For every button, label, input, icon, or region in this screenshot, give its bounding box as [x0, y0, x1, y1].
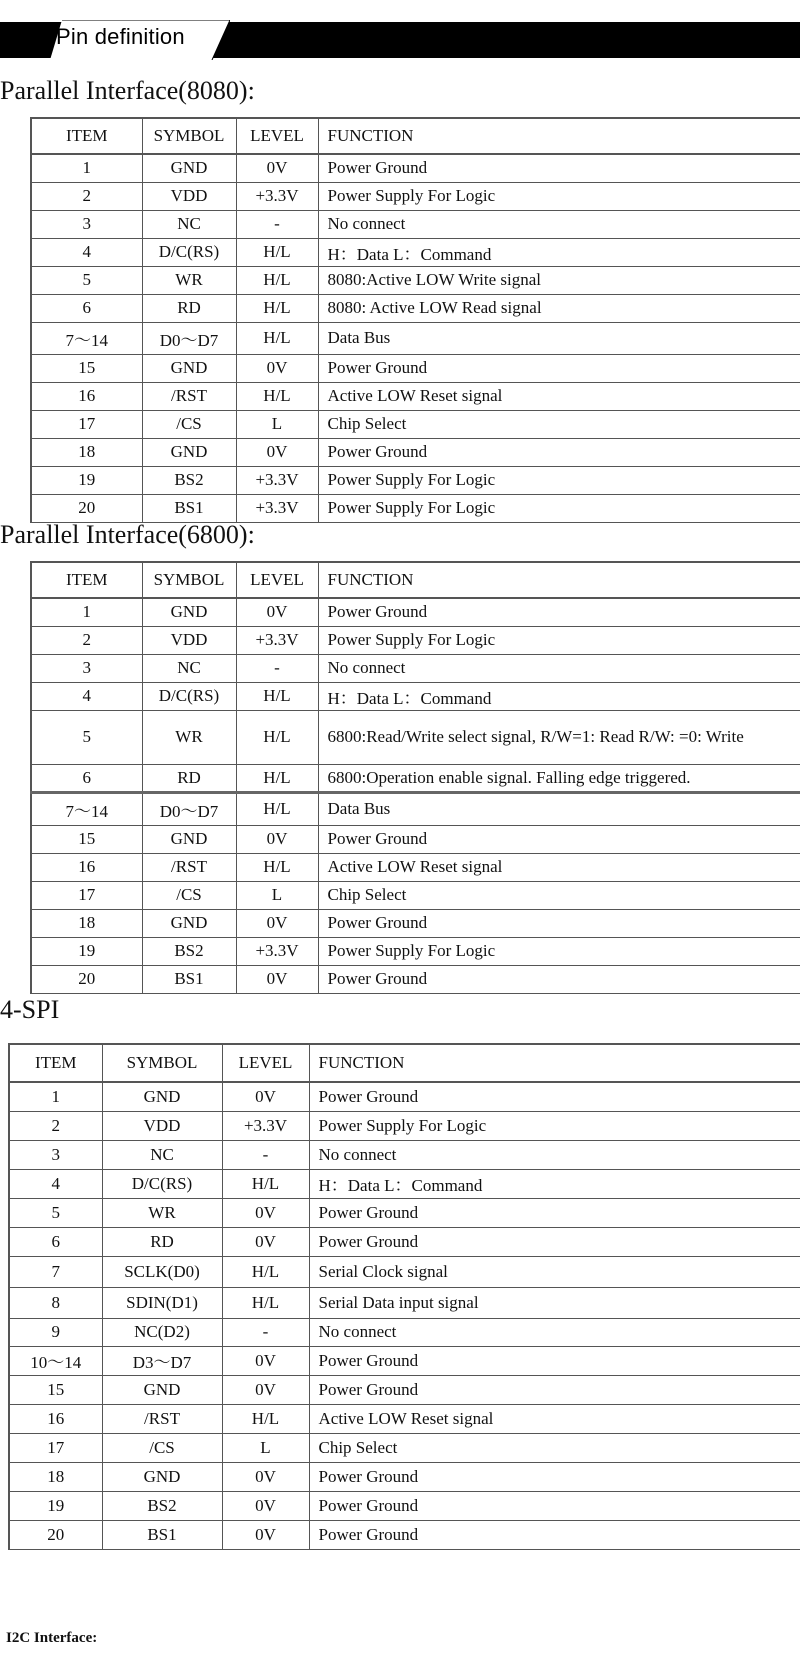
item-cell: 2	[9, 1111, 102, 1140]
column-header-level: LEVEL	[222, 1044, 309, 1082]
function-cell: Power Ground	[309, 1198, 800, 1227]
column-header-item: ITEM	[9, 1044, 102, 1082]
table-row	[31, 382, 800, 410]
function-cell: Power Supply For Logic	[318, 466, 800, 494]
level-cell: 0V	[222, 1520, 309, 1549]
level-cell: 0V	[236, 354, 318, 382]
table-row	[31, 154, 800, 182]
column-header-function: FUNCTION	[318, 562, 800, 598]
table-row	[9, 1287, 800, 1318]
column-header-symbol: SYMBOL	[142, 562, 236, 598]
symbol-cell: D0～D7	[142, 322, 236, 354]
table-row	[31, 654, 800, 682]
function-cell: H：Data L：Command	[318, 238, 800, 266]
function-cell: Power Supply For Logic	[309, 1111, 800, 1140]
table-row	[31, 294, 800, 322]
symbol-cell: SCLK(D0)	[102, 1256, 222, 1287]
symbol-cell: BS1	[142, 494, 236, 522]
function-cell: Power Ground	[318, 438, 800, 466]
symbol-cell: GND	[102, 1375, 222, 1404]
symbol-cell: GND	[142, 154, 236, 182]
item-cell: 4	[31, 238, 142, 266]
table-row	[31, 598, 800, 626]
function-cell: Chip Select	[318, 881, 800, 909]
item-cell: 16	[9, 1404, 102, 1433]
symbol-cell: GND	[102, 1462, 222, 1491]
symbol-cell: BS2	[142, 937, 236, 965]
table-row	[31, 626, 800, 654]
item-cell: 5	[31, 710, 142, 764]
level-cell: +3.3V	[236, 494, 318, 522]
column-header-symbol: SYMBOL	[102, 1044, 222, 1082]
function-cell-text: 6800:Read/Write select signal, R/W=1: Read R/W: =0: Write	[327, 727, 744, 746]
level-cell: 0V	[222, 1227, 309, 1256]
table-header-row	[9, 1044, 800, 1082]
level-cell: 0V	[236, 598, 318, 626]
function-cell: Power Ground	[309, 1462, 800, 1491]
function-cell: Serial Clock signal	[309, 1256, 800, 1287]
column-header-function: FUNCTION	[309, 1044, 800, 1082]
item-cell: 19	[31, 466, 142, 494]
symbol-cell: NC	[142, 654, 236, 682]
table-row	[31, 266, 800, 294]
item-cell: 1	[9, 1082, 102, 1111]
level-cell: +3.3V	[236, 466, 318, 494]
item-cell: 19	[9, 1491, 102, 1520]
level-cell: L	[236, 410, 318, 438]
table-row	[9, 1346, 800, 1375]
symbol-cell: D/C(RS)	[142, 238, 236, 266]
level-cell: H/L	[222, 1404, 309, 1433]
table-row	[31, 438, 800, 466]
symbol-cell: BS1	[142, 965, 236, 993]
table-row	[9, 1404, 800, 1433]
table-row	[31, 881, 800, 909]
symbol-cell: VDD	[102, 1111, 222, 1140]
symbol-cell: D3～D7	[102, 1346, 222, 1375]
item-cell: 15	[31, 354, 142, 382]
page-title: Pin definition	[56, 24, 185, 49]
item-cell: 2	[31, 182, 142, 210]
item-cell: 4	[9, 1169, 102, 1198]
section-title-8080: Parallel Interface(8080):	[0, 76, 255, 105]
symbol-cell: BS1	[102, 1520, 222, 1549]
table-row	[9, 1169, 800, 1198]
function-cell: Power Ground	[309, 1346, 800, 1375]
function-cell: Power Supply For Logic	[318, 626, 800, 654]
function-cell: 8080:Active LOW Write signal	[318, 266, 800, 294]
function-cell: Power Ground	[318, 825, 800, 853]
level-cell: H/L	[236, 792, 318, 825]
level-cell: 0V	[236, 965, 318, 993]
column-header-item: ITEM	[31, 562, 142, 598]
symbol-cell: /RST	[102, 1404, 222, 1433]
symbol-cell: GND	[102, 1082, 222, 1111]
symbol-cell: WR	[142, 710, 236, 764]
symbol-cell: WR	[102, 1198, 222, 1227]
item-cell: 2	[31, 626, 142, 654]
function-cell: Active LOW Reset signal	[318, 382, 800, 410]
table-row	[31, 466, 800, 494]
level-cell: 0V	[222, 1198, 309, 1227]
level-cell: 0V	[222, 1462, 309, 1491]
level-cell: -	[236, 654, 318, 682]
symbol-cell: NC(D2)	[102, 1318, 222, 1346]
column-header-symbol: SYMBOL	[142, 118, 236, 154]
symbol-cell: NC	[102, 1140, 222, 1169]
function-cell: Chip Select	[318, 410, 800, 438]
item-cell: 6	[9, 1227, 102, 1256]
symbol-cell: D/C(RS)	[102, 1169, 222, 1198]
function-cell: Power Ground	[309, 1082, 800, 1111]
table-header-row	[31, 118, 800, 154]
level-cell: 0V	[236, 438, 318, 466]
item-cell: 7～14	[31, 322, 142, 354]
level-cell: +3.3V	[222, 1111, 309, 1140]
function-cell: H：Data L：Command	[318, 682, 800, 710]
table-row	[31, 354, 800, 382]
column-header-function: FUNCTION	[318, 118, 800, 154]
table-row	[9, 1375, 800, 1404]
table-row	[31, 682, 800, 710]
section-title-i2c: I2C Interface:	[6, 1630, 98, 1646]
function-cell: Power Ground	[318, 909, 800, 937]
table-row	[31, 909, 800, 937]
level-cell: L	[222, 1433, 309, 1462]
item-cell: 15	[9, 1375, 102, 1404]
item-cell: 3	[9, 1140, 102, 1169]
table-row	[31, 238, 800, 266]
function-cell: Power Ground	[309, 1520, 800, 1549]
function-cell: Power Supply For Logic	[318, 937, 800, 965]
symbol-cell: GND	[142, 909, 236, 937]
function-cell: Power Supply For Logic	[318, 182, 800, 210]
item-cell: 17	[9, 1433, 102, 1462]
item-cell: 20	[31, 965, 142, 993]
table-header-row	[31, 562, 800, 598]
table-row	[9, 1491, 800, 1520]
level-cell: H/L	[236, 322, 318, 354]
level-cell: +3.3V	[236, 182, 318, 210]
level-cell: -	[222, 1318, 309, 1346]
symbol-cell: /RST	[142, 382, 236, 410]
function-cell: Data Bus	[318, 322, 800, 354]
symbol-cell: WR	[142, 266, 236, 294]
level-cell: 0V	[236, 825, 318, 853]
function-cell: No connect	[309, 1318, 800, 1346]
symbol-cell: /RST	[142, 853, 236, 881]
level-cell: H/L	[236, 682, 318, 710]
table-row	[9, 1520, 800, 1549]
function-cell: Active LOW Reset signal	[318, 853, 800, 881]
function-cell: Serial Data input signal	[309, 1287, 800, 1318]
table-row	[31, 764, 800, 792]
function-cell: Chip Select	[309, 1433, 800, 1462]
item-cell: 10～14	[9, 1346, 102, 1375]
level-cell: L	[236, 881, 318, 909]
table-row	[31, 965, 800, 993]
function-cell: Power Ground	[309, 1491, 800, 1520]
level-cell: H/L	[236, 710, 318, 764]
function-cell: Power Supply For Logic	[318, 494, 800, 522]
item-cell: 19	[31, 937, 142, 965]
level-cell: 0V	[236, 909, 318, 937]
function-cell: Power Ground	[318, 598, 800, 626]
function-cell	[318, 710, 800, 764]
item-cell: 1	[31, 154, 142, 182]
function-cell: Power Ground	[318, 965, 800, 993]
symbol-cell: D/C(RS)	[142, 682, 236, 710]
level-cell: 0V	[236, 154, 318, 182]
symbol-cell: VDD	[142, 182, 236, 210]
symbol-cell: NC	[142, 210, 236, 238]
table-row	[31, 937, 800, 965]
function-cell: Power Ground	[309, 1227, 800, 1256]
column-header-level: LEVEL	[236, 118, 318, 154]
level-cell: 0V	[222, 1375, 309, 1404]
function-cell: Active LOW Reset signal	[309, 1404, 800, 1433]
table-row	[31, 182, 800, 210]
level-cell: H/L	[222, 1256, 309, 1287]
symbol-cell: GND	[142, 825, 236, 853]
column-header-level: LEVEL	[236, 562, 318, 598]
table-row	[31, 322, 800, 354]
symbol-cell: /CS	[102, 1433, 222, 1462]
level-cell: H/L	[222, 1169, 309, 1198]
function-cell: Power Ground	[318, 154, 800, 182]
level-cell: H/L	[222, 1287, 309, 1318]
table-row	[9, 1082, 800, 1111]
symbol-cell: RD	[142, 764, 236, 792]
item-cell: 17	[31, 881, 142, 909]
item-cell: 7	[9, 1256, 102, 1287]
table-row	[9, 1433, 800, 1462]
symbol-cell: D0～D7	[142, 792, 236, 825]
item-cell: 20	[31, 494, 142, 522]
symbol-cell: GND	[142, 598, 236, 626]
table-row	[31, 792, 800, 825]
symbol-cell: GND	[142, 438, 236, 466]
function-cell: H：Data L：Command	[309, 1169, 800, 1198]
level-cell: 0V	[222, 1346, 309, 1375]
level-cell: H/L	[236, 764, 318, 792]
level-cell: H/L	[236, 266, 318, 294]
item-cell: 3	[31, 654, 142, 682]
item-cell: 9	[9, 1318, 102, 1346]
section-title-4spi: 4-SPI	[0, 995, 60, 1024]
table-row	[9, 1256, 800, 1287]
table-row	[31, 210, 800, 238]
item-cell: 5	[31, 266, 142, 294]
item-cell: 16	[31, 853, 142, 881]
symbol-cell: GND	[142, 354, 236, 382]
function-cell: Power Ground	[309, 1375, 800, 1404]
table-row	[31, 410, 800, 438]
function-cell: 6800:Operation enable signal. Falling edge triggered.	[318, 764, 800, 792]
symbol-cell: /CS	[142, 410, 236, 438]
function-cell: 8080: Active LOW Read signal	[318, 294, 800, 322]
table-row	[9, 1140, 800, 1169]
table-row	[31, 494, 800, 522]
item-cell: 6	[31, 294, 142, 322]
level-cell: H/L	[236, 382, 318, 410]
symbol-cell: BS2	[142, 466, 236, 494]
symbol-cell: BS2	[102, 1491, 222, 1520]
function-cell: Power Ground	[318, 354, 800, 382]
function-cell: No connect	[309, 1140, 800, 1169]
level-cell: H/L	[236, 853, 318, 881]
pin-table-6800	[30, 561, 800, 994]
level-cell: H/L	[236, 238, 318, 266]
pin-table-8080	[30, 117, 800, 523]
table-row	[9, 1198, 800, 1227]
item-cell: 15	[31, 825, 142, 853]
level-cell: 0V	[222, 1082, 309, 1111]
item-cell: 3	[31, 210, 142, 238]
item-cell: 1	[31, 598, 142, 626]
symbol-cell: RD	[102, 1227, 222, 1256]
table-row	[31, 853, 800, 881]
level-cell: -	[222, 1140, 309, 1169]
item-cell: 8	[9, 1287, 102, 1318]
symbol-cell: /CS	[142, 881, 236, 909]
table-row	[9, 1111, 800, 1140]
table-row	[31, 825, 800, 853]
table-row	[31, 710, 800, 764]
level-cell: +3.3V	[236, 937, 318, 965]
item-cell: 18	[9, 1462, 102, 1491]
item-cell: 6	[31, 764, 142, 792]
table-row	[9, 1462, 800, 1491]
symbol-cell: VDD	[142, 626, 236, 654]
item-cell: 20	[9, 1520, 102, 1549]
item-cell: 16	[31, 382, 142, 410]
pin-table-4spi	[8, 1043, 800, 1550]
level-cell: -	[236, 210, 318, 238]
item-cell: 17	[31, 410, 142, 438]
symbol-cell: SDIN(D1)	[102, 1287, 222, 1318]
item-cell: 18	[31, 909, 142, 937]
function-cell: No connect	[318, 210, 800, 238]
column-header-item: ITEM	[31, 118, 142, 154]
item-cell: 18	[31, 438, 142, 466]
item-cell: 4	[31, 682, 142, 710]
item-cell: 7～14	[31, 792, 142, 825]
function-cell: Data Bus	[318, 792, 800, 825]
table-row	[9, 1318, 800, 1346]
function-cell: No connect	[318, 654, 800, 682]
section-title-6800: Parallel Interface(6800):	[0, 520, 255, 549]
level-cell: +3.3V	[236, 626, 318, 654]
item-cell: 5	[9, 1198, 102, 1227]
level-cell: 0V	[222, 1491, 309, 1520]
symbol-cell: RD	[142, 294, 236, 322]
level-cell: H/L	[236, 294, 318, 322]
table-row	[9, 1227, 800, 1256]
